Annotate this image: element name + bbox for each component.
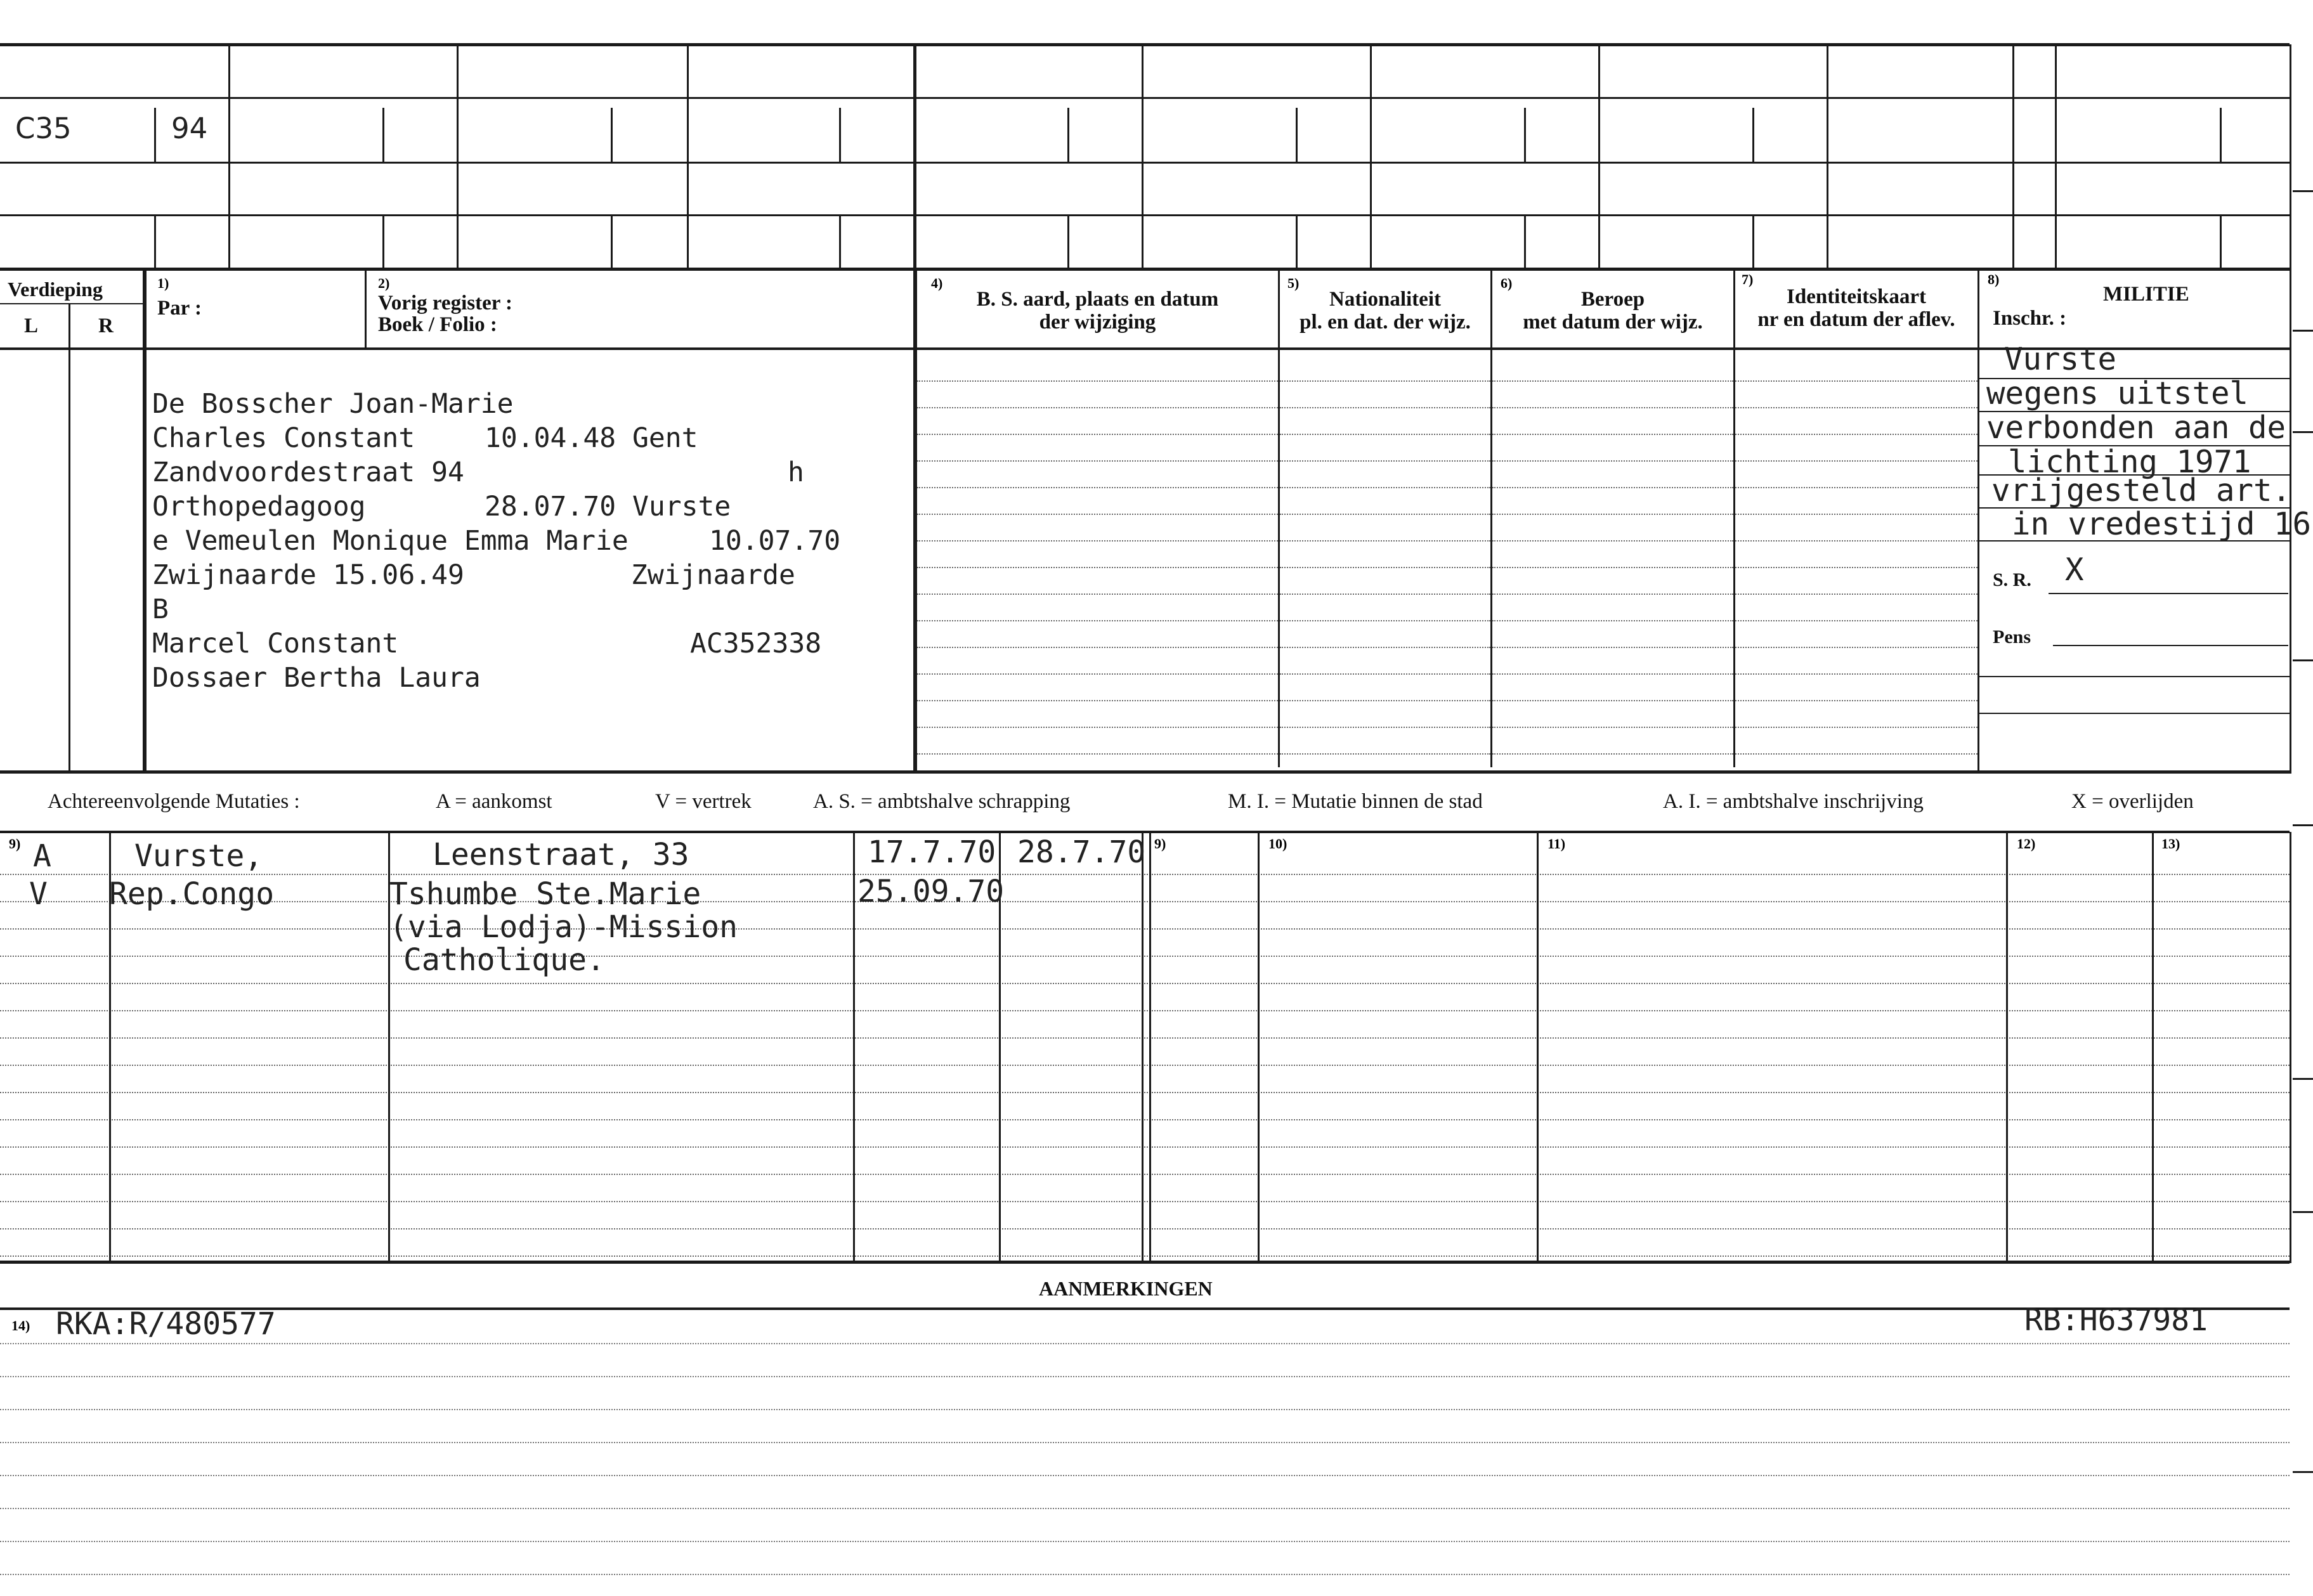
ruled-line xyxy=(1280,620,1490,621)
top-border xyxy=(0,43,2290,46)
header-beroep-line2: met datum der wijz. xyxy=(1523,311,1703,334)
header-nat-line2: pl. en dat. der wijz. xyxy=(1300,311,1471,334)
top-grid-divider xyxy=(611,108,613,162)
header-beroep-number: 6) xyxy=(1501,275,1513,291)
col-divider-vorig xyxy=(365,269,367,349)
top-grid-divider xyxy=(154,108,156,162)
mutation-place: Rep.Congo xyxy=(109,876,275,912)
ruled-line xyxy=(917,620,1278,621)
ruled-line xyxy=(1735,540,1977,542)
mut-col9b-number: 9) xyxy=(1154,836,1166,852)
ruled-line xyxy=(1492,540,1733,542)
edge-tick xyxy=(2293,431,2313,433)
ruled-line xyxy=(0,1376,2290,1377)
top-grid-divider xyxy=(2220,216,2222,268)
person-firstnames: Charles Constant xyxy=(152,422,415,454)
ruled-line xyxy=(1280,380,1490,382)
ruled-line xyxy=(917,380,1278,382)
edge-tick xyxy=(2293,659,2313,661)
ruled-line xyxy=(0,1010,2290,1011)
top-grid-divider xyxy=(1370,44,1372,269)
legend-inschrijving: A. I. = ambtshalve inschrijving xyxy=(1663,790,1924,813)
header-militie: MILITIE xyxy=(2103,283,2189,306)
edge-tick xyxy=(2293,1211,2313,1213)
ruled-line xyxy=(1735,487,1977,488)
top-grid-divider xyxy=(1752,108,1754,162)
header-id-line2: nr en datum der aflev. xyxy=(1757,308,1955,331)
ruled-line xyxy=(0,1343,2290,1344)
ruled-line xyxy=(1280,647,1490,648)
header-inschr: Inschr. : xyxy=(1993,307,2067,330)
ruled-line xyxy=(1280,700,1490,701)
ruled-line xyxy=(1492,567,1733,568)
top-grid-divider xyxy=(1296,108,1298,162)
mutation-date2: 28.7.70 xyxy=(1017,834,1146,870)
ruled-line xyxy=(0,983,2290,984)
top-grid-divider xyxy=(457,44,459,269)
mutation-address: Leenstraat, 33 xyxy=(433,837,689,873)
ruled-line xyxy=(1492,514,1733,515)
header-nationaliteit: Nationaliteit xyxy=(1329,288,1441,311)
spouse-birth-place: Zwijnaarde xyxy=(631,559,795,591)
header-bs-line2: der wijziging xyxy=(1039,311,1156,334)
ruled-line xyxy=(1492,647,1733,648)
ruled-line xyxy=(0,928,2290,930)
ruled-line xyxy=(1280,567,1490,568)
top-grid-divider xyxy=(228,44,230,269)
mutations-top-line xyxy=(0,831,2290,833)
remarks-title: AANMERKINGEN xyxy=(1039,1277,1213,1300)
remarks-number: 14) xyxy=(11,1318,30,1333)
header-nat-number: 5) xyxy=(1287,275,1300,291)
remark-rka: RKA:R/480577 xyxy=(56,1306,276,1342)
ruled-line xyxy=(1280,540,1490,542)
legend-schrapping: A. S. = ambtshalve schrapping xyxy=(813,790,1071,813)
militie-exempt-2: in vredestijd 16 xyxy=(2012,506,2312,542)
ruled-line xyxy=(1492,407,1733,408)
ruled-line xyxy=(917,487,1278,488)
person-letter: B xyxy=(152,594,169,625)
militie-exempt: vrijgesteld art. xyxy=(1991,472,2291,509)
mutation-date1: 25.09.70 xyxy=(857,874,1005,909)
top-grid-divider xyxy=(382,216,384,268)
mut-col10-number: 10) xyxy=(1268,836,1287,852)
pens-line xyxy=(2053,645,2288,646)
ruled-line xyxy=(1735,647,1977,648)
top-grid-divider xyxy=(1296,216,1298,268)
ruled-line xyxy=(1735,594,1977,595)
militie-lichting: lichting 1971 xyxy=(2008,444,2251,480)
legend-overlijden: X = overlijden xyxy=(2071,790,2194,813)
top-grid-line xyxy=(0,268,2290,271)
ruled-line xyxy=(1735,567,1977,568)
person-address: Zandvoordestraat 94 xyxy=(152,457,464,488)
ruled-line xyxy=(0,874,2290,875)
militie-line xyxy=(1979,676,2290,677)
ruled-line xyxy=(0,1119,2290,1120)
ruled-line xyxy=(917,434,1278,435)
ruled-line xyxy=(917,647,1278,648)
sr-label: S. R. xyxy=(1993,569,2031,590)
ruled-line xyxy=(917,594,1278,595)
mother-name: Dossaer Bertha Laura xyxy=(152,662,481,694)
top-grid-divider xyxy=(839,216,841,268)
mut-divider xyxy=(2006,832,2008,1263)
top-grid-line xyxy=(0,214,2290,216)
top-grid-divider xyxy=(611,216,613,268)
edge-tick xyxy=(2293,190,2313,192)
ruled-line xyxy=(1735,460,1977,462)
ruled-line xyxy=(1280,594,1490,595)
header-verdieping: Verdieping xyxy=(8,278,103,301)
col-divider-bs xyxy=(913,269,917,774)
ruled-line xyxy=(0,1541,2290,1542)
edge-tick xyxy=(2293,330,2313,332)
header-vorig-register: Vorig register : xyxy=(378,292,513,315)
remarks-top-line xyxy=(0,1307,2290,1310)
verdieping-lr-divider xyxy=(68,304,70,774)
ruled-line xyxy=(1280,434,1490,435)
militie-line xyxy=(1979,713,2290,714)
top-grid-line xyxy=(0,162,2290,164)
mutation-date1: 17.7.70 xyxy=(868,834,996,870)
top-grid-line xyxy=(0,97,2290,99)
ruled-line xyxy=(1492,460,1733,462)
mutation-address: Tshumbe Ste.Marie xyxy=(389,876,701,912)
ruled-line xyxy=(0,1574,2290,1575)
top-grid-divider xyxy=(1598,44,1600,269)
ruled-line xyxy=(1492,753,1733,755)
ruled-line xyxy=(1735,434,1977,435)
person-profession: Orthopedagoog xyxy=(152,491,366,522)
header-bs-number: 4) xyxy=(931,275,943,291)
edge-tick xyxy=(2293,1471,2313,1473)
mutation-address-line2: (via Lodja)-Mission xyxy=(389,909,738,945)
top-grid-divider xyxy=(687,44,689,269)
ruled-line xyxy=(0,1037,2290,1039)
ruled-line xyxy=(917,407,1278,408)
ruled-line xyxy=(917,700,1278,701)
person-birth: 10.04.48 Gent xyxy=(485,422,698,454)
ruled-line xyxy=(1492,700,1733,701)
top-grid-divider xyxy=(1752,216,1754,268)
militie-place: Vurste xyxy=(2004,341,2117,377)
right-border xyxy=(2290,44,2291,269)
col-divider-militie xyxy=(1977,269,1979,774)
mutation-address-line3: Catholique. xyxy=(403,942,605,978)
mutations-bottom-line xyxy=(0,1261,2290,1264)
ruled-line xyxy=(1280,753,1490,755)
ruled-line xyxy=(0,1442,2290,1443)
spouse-birth: Zwijnaarde 15.06.49 xyxy=(152,559,464,591)
legend-vertrek: V = vertrek xyxy=(655,790,752,813)
top-grid-divider xyxy=(1067,108,1069,162)
header-par: Par : xyxy=(157,297,202,320)
ruled-line xyxy=(917,460,1278,462)
ruled-line xyxy=(1280,487,1490,488)
ruled-line xyxy=(917,727,1278,728)
ruled-line xyxy=(1280,514,1490,515)
verdieping-divider xyxy=(0,303,143,304)
legend-aankomst: A = aankomst xyxy=(436,790,552,813)
mut-col12-number: 12) xyxy=(2017,836,2036,852)
col-divider-beroep xyxy=(1490,269,1492,767)
mutation-code: A xyxy=(33,838,51,874)
militie-reason: wegens uitstel xyxy=(1986,375,2249,412)
ruled-line xyxy=(0,1065,2290,1066)
ruled-line xyxy=(0,1255,2290,1257)
mut-divider xyxy=(1149,832,1151,1263)
remark-rb: RB:H637981 xyxy=(2024,1302,2208,1338)
spouse-name: e Vemeulen Monique Emma Marie xyxy=(152,525,629,557)
top-grid-divider xyxy=(2220,108,2222,162)
person-surname: De Bosscher Joan-Marie xyxy=(152,388,514,420)
header-vorig-number: 2) xyxy=(378,275,390,291)
col-divider-par xyxy=(143,269,147,774)
ruled-line xyxy=(1280,673,1490,675)
header-left: L xyxy=(24,315,39,337)
pens-label: Pens xyxy=(1993,626,2031,647)
mut-divider xyxy=(1142,832,1143,1263)
ruled-line xyxy=(0,1174,2290,1175)
father-name: Marcel Constant xyxy=(152,628,399,659)
ruled-line xyxy=(1492,673,1733,675)
right-border xyxy=(2290,832,2291,1263)
ruled-line xyxy=(0,1228,2290,1229)
ruled-line xyxy=(917,540,1278,542)
top-grid-divider xyxy=(382,108,384,162)
ruled-line xyxy=(1280,460,1490,462)
ruled-line xyxy=(0,956,2290,957)
ruled-line xyxy=(1735,753,1977,755)
ruled-line xyxy=(0,1201,2290,1202)
id-number: AC352338 xyxy=(690,628,822,659)
ruled-line xyxy=(1735,380,1977,382)
ruled-line xyxy=(1280,727,1490,728)
mut-divider xyxy=(1258,832,1260,1263)
ruled-line xyxy=(1492,620,1733,621)
legend-title: Achtereenvolgende Mutaties : xyxy=(48,790,300,813)
ruled-line xyxy=(0,1475,2290,1476)
ruled-line xyxy=(0,901,2290,902)
ruled-line xyxy=(917,567,1278,568)
ruled-line xyxy=(1735,407,1977,408)
edge-tick xyxy=(2293,1078,2313,1080)
ruled-line xyxy=(1735,620,1977,621)
marriage-date: 10.07.70 xyxy=(709,525,841,557)
ruled-line xyxy=(1492,434,1733,435)
header-identiteitskaart: Identiteitskaart xyxy=(1787,285,1926,308)
top-grid-divider xyxy=(913,44,916,269)
header-militie-number: 8) xyxy=(1988,271,2000,287)
top-grid-divider xyxy=(1142,44,1143,269)
top-grid-divider xyxy=(839,108,841,162)
top-grid-divider xyxy=(1067,216,1069,268)
mut-col13-number: 13) xyxy=(2161,836,2180,852)
top-grid-divider xyxy=(154,216,156,268)
ruled-line xyxy=(1280,407,1490,408)
header-par-number: 1) xyxy=(157,275,169,291)
register-code: C35 xyxy=(15,112,72,145)
sr-value: X xyxy=(2065,552,2084,588)
militie-reason-2: verbonden aan de xyxy=(1986,410,2286,446)
sr-line xyxy=(2049,593,2288,594)
top-grid-divider xyxy=(2012,44,2014,269)
top-grid-divider xyxy=(1524,216,1526,268)
ruled-line xyxy=(1735,727,1977,728)
col-divider-nat xyxy=(1278,269,1280,767)
mut-col9-number: 9) xyxy=(9,836,21,852)
header-bottom-line xyxy=(0,347,2290,350)
ruled-line xyxy=(1492,487,1733,488)
ruled-line xyxy=(0,1146,2290,1148)
person-profession-date: 28.07.70 Vurste xyxy=(485,491,731,522)
legend-mutatie: M. I. = Mutatie binnen de stad xyxy=(1228,790,1483,813)
ruled-line xyxy=(1735,700,1977,701)
ruled-line xyxy=(917,673,1278,675)
top-grid-divider xyxy=(1524,108,1526,162)
ruled-line xyxy=(917,753,1278,755)
mut-divider xyxy=(853,832,855,1263)
body-bottom-line xyxy=(0,770,2290,774)
ruled-line xyxy=(0,1508,2290,1509)
col-divider-id xyxy=(1733,269,1735,767)
person-mark: h xyxy=(788,457,804,488)
ruled-line xyxy=(0,1409,2290,1410)
top-grid-divider xyxy=(2055,44,2057,269)
mutation-place: Vurste, xyxy=(134,838,263,874)
header-bs-line1: B. S. aard, plaats en datum xyxy=(976,288,1219,311)
ruled-line xyxy=(917,514,1278,515)
mutation-code: V xyxy=(29,876,48,912)
register-number: 94 xyxy=(171,112,208,145)
mut-col11-number: 11) xyxy=(1547,836,1566,852)
header-right: R xyxy=(98,315,114,337)
header-beroep: Beroep xyxy=(1580,288,1645,311)
top-grid-divider xyxy=(1827,44,1828,269)
mut-divider xyxy=(1537,832,1539,1263)
header-boek-folio: Boek / Folio : xyxy=(378,313,497,336)
ruled-line xyxy=(1492,380,1733,382)
ruled-line xyxy=(1492,594,1733,595)
ruled-line xyxy=(1735,514,1977,515)
header-id-number: 7) xyxy=(1742,271,1754,287)
ruled-line xyxy=(0,1092,2290,1093)
ruled-line xyxy=(1735,673,1977,675)
mut-divider xyxy=(2152,832,2154,1263)
edge-tick xyxy=(2293,824,2313,826)
ruled-line xyxy=(1492,727,1733,728)
